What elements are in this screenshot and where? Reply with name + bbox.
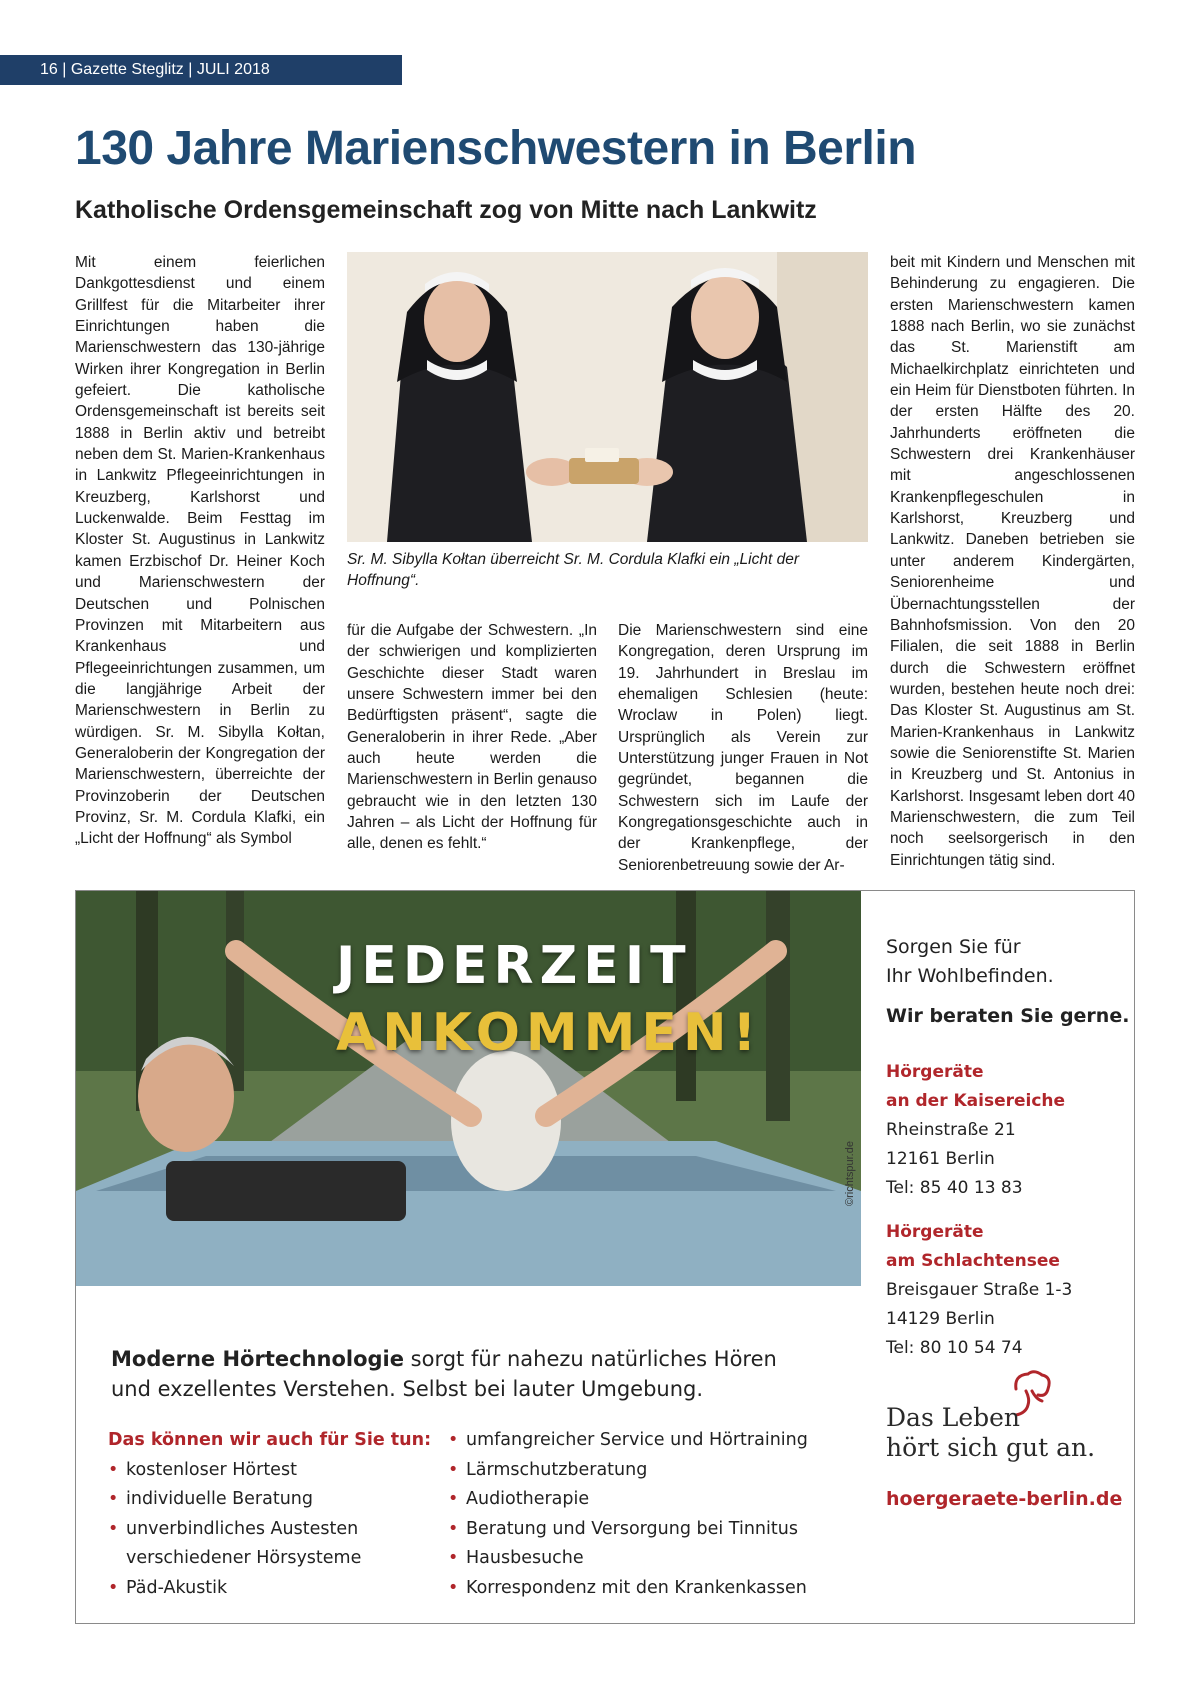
ad-lead <box>886 933 1054 991</box>
page-header-bar <box>0 55 402 85</box>
ad-website-link[interactable]: hoergeraete-berlin.de <box>886 1488 1123 1510</box>
services-list-right <box>448 1426 848 1603</box>
list-item: • Beratung und Versorgung bei Tinnitus <box>448 1515 848 1545</box>
list-item-text: unverbindliches Austesten <box>126 1518 359 1539</box>
ad-tagline-bold: Moderne Hörtechnologie <box>111 1347 404 1371</box>
store-2-name-1: Hörgeräte <box>886 1222 984 1242</box>
ad-lead-line2: Ihr Wohlbefinden. <box>886 965 1054 987</box>
list-item <box>108 1515 438 1574</box>
article-column-1: Mit einem feierlichen Dankgottesdienst und einem Grillfest für die Mitarbeiter ihrer Einrichtungen haben die Marienschwestern das 130-jährige Wirken ihrer Kongregation in Berlin gefeiert. Die katholische Ordensgemeinschaft ist bereits seit 1888 in Berlin aktiv und betreibt neben dem St. Marien-Krankenhaus in Lankwitz Pflegeeinrichtungen in Kreuzberg, Karlshorst und Luckenwalde. Beim Festtag im Kloster St. Augustinus in Lankwitz kamen Erzbischof Dr. Heiner Koch und Marienschwestern der Deutschen und Polnischen Provinzen mit Mitarbeitern aus Krankenhaus und Pflegeeinrichtungen zusammen, um die langjährige Arbeit der Marienschwestern in Berlin zu würdigen. Sr. M. Sibylla Kołtan, Generaloberin der Kongregation der Marienschwestern, überreichte der Provinzoberin der Deutschen Provinz, Sr. M. Cordula Klafki, ein „Licht der Hoffnung“ als Symbol <box>75 254 325 848</box>
list-item: • kostenloser Hörtest <box>108 1456 438 1486</box>
services-list-left <box>108 1426 438 1603</box>
ad-tagline-line2: und exzellentes Verstehen. Selbst bei lauter Umgebung. <box>111 1377 704 1401</box>
photo-credit: ©richtspur.de <box>844 1141 856 1206</box>
list-item: • Audiotherapie <box>448 1485 848 1515</box>
store-kaisereiche <box>886 1058 1065 1203</box>
article-photo <box>347 252 868 542</box>
store-1-name-1: Hörgeräte <box>886 1062 984 1082</box>
list-item-continuation: verschiedener Hörsysteme <box>126 1548 362 1568</box>
ad-headline-2: ANKOMMEN! <box>336 1003 763 1063</box>
store-2-street: Breisgauer Straße 1-3 <box>886 1280 1073 1300</box>
store-1-phone: Tel: 85 40 13 83 <box>886 1178 1023 1198</box>
article-column-4: beit mit Kindern und Menschen mit Behinderung zu engagieren. Die ersten Marienschwestern kamen 1888 nach Berlin, wo sie zunächst das St. Marienstift am Michaelkirchplatz einrichteten und ein Heim für Dienstboten führten. In der ersten Hälfte des 20. Jahrhunderts eröffneten die Schwestern drei Krankenhäuser mit angeschlossenen Krankenpflegeschulen in Karlshorst, Kreuzberg und Lankwitz. Daneben betrieben sie unter anderem Kindergärten, Seniorenheime und Übernachtungsstellen der Bahnhofsmission. Von den 20 Filialen, die seit 1888 in Berlin durch die Schwestern eröffnet wurden, bestehen heute noch drei: Das Kloster St. Augustinus am St. Marien-Krankenhaus in Lankwitz sowie die Seniorenstifte St. Marien in Kreuzberg und St. Antonius in Karlshorst. Insgesamt leben dort 40 Marienschwestern, die zum Teil noch seelsorgerisch in den Einrichtungen tätig sind. <box>890 254 1135 869</box>
store-2-phone: Tel: 80 10 54 74 <box>886 1338 1023 1358</box>
list-item: • individuelle Beratung <box>108 1485 438 1515</box>
store-1-name-2: an der Kaisereiche <box>886 1091 1066 1111</box>
store-2-name-2: am Schlachtensee <box>886 1251 1060 1271</box>
slogan-line-1: Das Leben <box>886 1403 1021 1432</box>
article-column-3: Die Marienschwestern sind eine Kongregation, deren Ursprung im 19. Jahrhundert in Breslau im ehemaligen Schlesien (heute: Wroclaw in Polen) liegt. Ursprünglich als Verein zur Unterstützung junger Frauen in Not gegründet, begannen die Schwestern sich im Laufe der Kongregationsgeschichte auch in der Krankenpflege, der Seniorenbetreuung sowie der Ar- <box>618 622 868 874</box>
advertisement <box>75 890 1135 1624</box>
article-headline: 130 Jahre Marienschwestern in Berlin <box>75 122 917 175</box>
store-1-city: 12161 Berlin <box>886 1149 995 1169</box>
ad-lead-bold: Wir beraten Sie gerne. <box>886 1005 1130 1027</box>
ad-photo <box>76 891 861 1286</box>
ad-tagline-rest: sorgt für nahezu natürliches Hören <box>403 1347 777 1371</box>
page-info: 16 | Gazette Steglitz | JULI 2018 <box>40 61 270 78</box>
article-subheadline: Katholische Ordensgemeinschaft zog von Mitte nach Lankwitz <box>75 196 817 224</box>
list-item: • umfangreicher Service und Hörtraining <box>448 1426 848 1456</box>
list-item: • Hausbesuche <box>448 1544 848 1574</box>
photo-caption: Sr. M. Sibylla Kołtan überreicht Sr. M. Cordula Klafki ein „Licht der Hoffnung“. <box>347 551 799 589</box>
ad-tagline <box>111 1344 777 1404</box>
store-1-street: Rheinstraße 21 <box>886 1120 1016 1140</box>
ad-tagline-box <box>76 1336 776 1412</box>
list-item: • Korrespondenz mit den Krankenkassen <box>448 1574 848 1604</box>
services-heading: Das können wir auch für Sie tun: <box>108 1430 432 1450</box>
store-2-city: 14129 Berlin <box>886 1309 995 1329</box>
slogan-line-2: hört sich gut an. <box>886 1433 1096 1462</box>
sisters-photo-illustration <box>347 252 868 542</box>
ad-lead-line1: Sorgen Sie für <box>886 936 1021 958</box>
list-item: • Päd-Akustik <box>108 1574 438 1604</box>
ad-slogan <box>886 1403 1095 1463</box>
store-schlachtensee <box>886 1218 1072 1363</box>
list-item: • Lärmschutzberatung <box>448 1456 848 1486</box>
ad-headline-1: JEDERZEIT <box>336 936 692 996</box>
article-column-2: für die Aufgabe der Schwestern. „In der schwierigen und komplizierten Geschichte dieser Stadt waren unsere Schwestern immer bei den Bedürftigsten präsent“, sagte die Generaloberin in ihrer Rede. „Aber auch heute werden die Marienschwestern in Berlin genauso gebraucht wie in den letzten 130 Jahren – als Licht der Hoffnung für alle, denen es fehlt.“ <box>347 622 597 853</box>
